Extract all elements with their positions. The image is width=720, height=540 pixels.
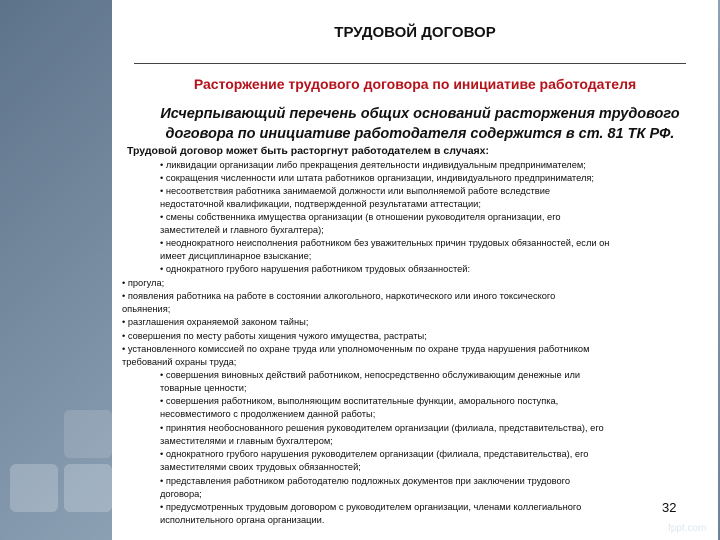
list-line: исполнительного органа организации. — [160, 515, 325, 525]
list-line: заместителями и главным бухгалтером; — [160, 436, 333, 446]
list-line: • совершения виновных действий работником, непосредственно обслуживающим денежные или — [160, 370, 581, 380]
italic-statement — [122, 104, 718, 144]
list-line: требований охраны труда; — [122, 357, 237, 367]
list-line: недостаточной квалификации, подтвержденной результатами аттестации; — [160, 199, 481, 209]
italic-line: Исчерпывающий перечень общих оснований расторжения трудового — [160, 106, 680, 122]
list-line: • разглашения охраняемой законом тайны; — [122, 317, 309, 327]
list-line: • несоответствия работника занимаемой должности или выполняемой работе вследствие — [160, 186, 551, 196]
list-line: • сокращения численности или штата работников организации, индивидуального предпринимателя; — [160, 173, 594, 183]
list-line: договора; — [160, 489, 202, 499]
list-line: • появления работника на работе в состоянии алкогольного, наркотического или иного токсического — [122, 291, 556, 301]
list-line: заместителями своих трудовых обязанностей; — [160, 462, 361, 472]
list-line: • ликвидации организации либо прекращения деятельности индивидуальным предпринимателем; — [160, 160, 586, 170]
list-line: • однократного грубого нарушения руководителем организации (филиала, представительства), его — [160, 449, 589, 459]
title-divider — [134, 63, 686, 64]
list-line: • однократного грубого нарушения работником трудовых обязанностей: — [160, 264, 471, 274]
list-line: • совершения по месту работы хищения чужого имущества, растраты; — [122, 331, 427, 341]
list-line: опьянения; — [122, 304, 171, 314]
list-line: • совершения работником, выполняющим воспитательные функции, аморального поступка, — [160, 396, 559, 406]
list-line: имеет дисциплинарное взыскание; — [160, 251, 312, 261]
list-line: • установленного комиссией по охране труда или уполномоченным по охране труда нарушения работником — [122, 344, 590, 354]
footer-watermark: fppt.com — [668, 523, 707, 534]
list-line: товарные ценности; — [160, 383, 247, 393]
italic-line: договора по инициативе работодателя содержится в ст. 81 ТК РФ. — [165, 126, 675, 142]
intro-text: Трудовой договор может быть расторгнут работодателем в случаях: — [124, 145, 492, 157]
list-line: • прогула; — [122, 278, 165, 288]
slide-subtitle: Расторжение трудового договора по инициативе работодателя — [193, 76, 637, 92]
list-line: несовместимого с продолжением данной работы; — [160, 409, 376, 419]
page-number: 32 — [662, 500, 677, 515]
list-line: • смены собственника имущества организации (в отношении руководителя организации, его — [160, 212, 561, 222]
list-line: • предусмотренных трудовым договором с руководителем организации, членами коллегиального — [160, 502, 582, 512]
slide-title: ТРУДОВОЙ ДОГОВОР — [334, 24, 496, 41]
list-line: заместителей и главного бухгалтера); — [160, 225, 324, 235]
list-line: • представления работником работодателю подложных документов при заключении трудового — [160, 476, 571, 486]
list-line: • неоднократного неисполнения работником без уважительных причин трудовых обязанностей, если он — [160, 238, 610, 248]
list-line: • принятия необоснованного решения руководителем организации (филиала, представительства), его — [160, 423, 604, 433]
